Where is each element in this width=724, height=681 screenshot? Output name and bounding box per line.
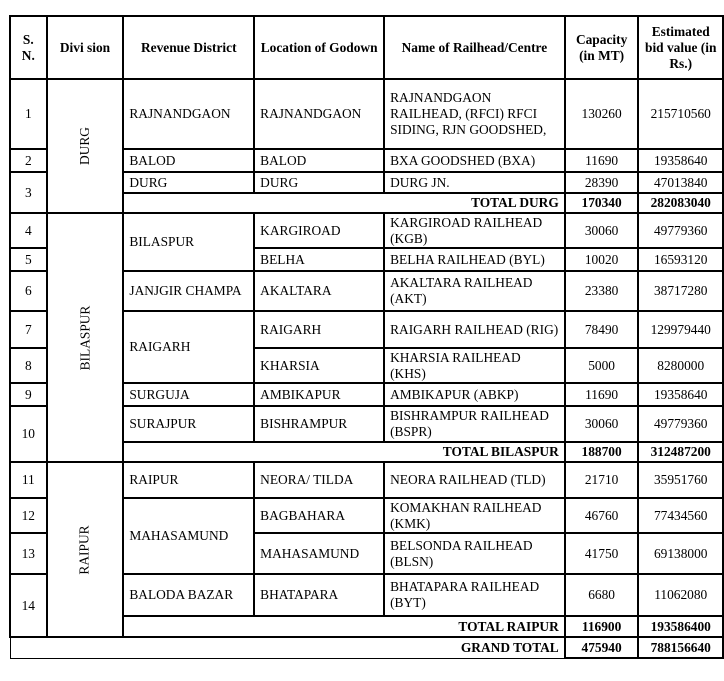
capacity-cell: 46760 xyxy=(565,498,639,533)
header-location: Location of Godown xyxy=(254,16,384,79)
header-bid-value: Estimated bid value (in Rs.) xyxy=(638,16,723,79)
location-cell: BAGBAHARA xyxy=(254,498,384,533)
railhead-cell: BISHRAMPUR RAILHEAD (BSPR) xyxy=(384,406,565,442)
district-cell: RAIPUR xyxy=(123,462,254,498)
sn-cell: 2 xyxy=(10,149,47,172)
total-capacity: 188700 xyxy=(565,442,639,462)
capacity-cell: 23380 xyxy=(565,271,639,311)
total-bid: 193586400 xyxy=(638,616,723,637)
capacity-cell: 130260 xyxy=(565,79,639,149)
location-cell: BELHA xyxy=(254,248,384,271)
district-cell: DURG xyxy=(123,172,254,193)
table-row xyxy=(10,79,723,149)
total-capacity: 170340 xyxy=(565,193,639,213)
capacity-cell: 30060 xyxy=(565,213,639,248)
railhead-cell: RAIGARH RAILHEAD (RIG) xyxy=(384,311,565,348)
district-cell: BALOD xyxy=(123,149,254,172)
bid-cell: 19358640 xyxy=(638,383,723,406)
division-cell-durg xyxy=(47,79,124,213)
district-cell: RAIGARH xyxy=(123,311,254,383)
sn-cell: 1 xyxy=(10,79,47,149)
division-cell-bilaspur xyxy=(47,213,124,462)
total-label: TOTAL DURG xyxy=(123,193,564,213)
district-cell: JANJGIR CHAMPA xyxy=(123,271,254,311)
sn-cell: 5 xyxy=(10,248,47,271)
district-cell: SURGUJA xyxy=(123,383,254,406)
sn-cell: 9 xyxy=(10,383,47,406)
bid-cell: 49779360 xyxy=(638,213,723,248)
total-capacity: 116900 xyxy=(565,616,639,637)
district-cell: BALODA BAZAR xyxy=(123,574,254,616)
division-name: DURG xyxy=(76,127,92,165)
table-row xyxy=(10,462,723,498)
header-capacity: Capacity (in MT) xyxy=(565,16,639,79)
sn-cell: 3 xyxy=(10,172,47,213)
district-cell: MAHASAMUND xyxy=(123,498,254,574)
header-row xyxy=(10,16,723,79)
sn-cell: 10 xyxy=(10,406,47,462)
bid-cell: 38717280 xyxy=(638,271,723,311)
header-revenue-district: Revenue District xyxy=(123,16,254,79)
bid-cell: 11062080 xyxy=(638,574,723,616)
location-cell: RAIGARH xyxy=(254,311,384,348)
grand-total-bid: 788156640 xyxy=(638,637,723,658)
railhead-cell: BELSONDA RAILHEAD (BLSN) xyxy=(384,533,565,574)
capacity-cell: 11690 xyxy=(565,383,639,406)
godown-table xyxy=(9,15,724,659)
capacity-cell: 28390 xyxy=(565,172,639,193)
location-cell: AKALTARA xyxy=(254,271,384,311)
railhead-cell: DURG JN. xyxy=(384,172,565,193)
bid-cell: 35951760 xyxy=(638,462,723,498)
total-label: TOTAL RAIPUR xyxy=(123,616,564,637)
bid-cell: 8280000 xyxy=(638,348,723,383)
header-sn: S. N. xyxy=(10,16,47,79)
table-row xyxy=(10,213,723,248)
division-name: RAIPUR xyxy=(76,524,92,575)
railhead-cell: BXA GOODSHED (BXA) xyxy=(384,149,565,172)
location-cell: DURG xyxy=(254,172,384,193)
district-cell: RAJNANDGAON xyxy=(123,79,254,149)
bid-cell: 77434560 xyxy=(638,498,723,533)
railhead-cell: BELHA RAILHEAD (BYL) xyxy=(384,248,565,271)
railhead-cell: AMBIKAPUR (ABKP) xyxy=(384,383,565,406)
district-cell: SURAJPUR xyxy=(123,406,254,442)
grand-total-row xyxy=(10,637,723,658)
capacity-cell: 10020 xyxy=(565,248,639,271)
sn-cell: 7 xyxy=(10,311,47,348)
sn-cell: 13 xyxy=(10,533,47,574)
railhead-cell: NEORA RAILHEAD (TLD) xyxy=(384,462,565,498)
location-cell: BHATAPARA xyxy=(254,574,384,616)
railhead-cell: RAJNANDGAON RAILHEAD, (RFCI) RFCI SIDING, RJN GOODSHED, xyxy=(384,79,565,149)
location-cell: MAHASAMUND xyxy=(254,533,384,574)
sn-cell: 14 xyxy=(10,574,47,637)
bid-cell: 19358640 xyxy=(638,149,723,172)
bid-cell: 129979440 xyxy=(638,311,723,348)
location-cell: RAJNANDGAON xyxy=(254,79,384,149)
location-cell: NEORA/ TILDA xyxy=(254,462,384,498)
capacity-cell: 78490 xyxy=(565,311,639,348)
sn-cell: 8 xyxy=(10,348,47,383)
capacity-cell: 11690 xyxy=(565,149,639,172)
bid-cell: 69138000 xyxy=(638,533,723,574)
bid-cell: 49779360 xyxy=(638,406,723,442)
location-cell: BISHRAMPUR xyxy=(254,406,384,442)
railhead-cell: BHATAPARA RAILHEAD (BYT) xyxy=(384,574,565,616)
header-railhead: Name of Railhead/Centre xyxy=(384,16,565,79)
sn-cell: 6 xyxy=(10,271,47,311)
grand-total-label: GRAND TOTAL xyxy=(10,637,565,658)
bid-cell: 47013840 xyxy=(638,172,723,193)
railhead-cell: AKALTARA RAILHEAD (AKT) xyxy=(384,271,565,311)
capacity-cell: 41750 xyxy=(565,533,639,574)
total-bid: 282083040 xyxy=(638,193,723,213)
bid-cell: 16593120 xyxy=(638,248,723,271)
location-cell: AMBIKAPUR xyxy=(254,383,384,406)
railhead-cell: KARGIROAD RAILHEAD (KGB) xyxy=(384,213,565,248)
location-cell: KARGIROAD xyxy=(254,213,384,248)
division-cell-raipur xyxy=(47,462,124,637)
division-name: BILASPUR xyxy=(76,305,92,370)
district-cell: BILASPUR xyxy=(123,213,254,271)
railhead-cell: KOMAKHAN RAILHEAD (KMK) xyxy=(384,498,565,533)
capacity-cell: 6680 xyxy=(565,574,639,616)
railhead-cell: KHARSIA RAILHEAD (KHS) xyxy=(384,348,565,383)
sn-cell: 12 xyxy=(10,498,47,533)
capacity-cell: 30060 xyxy=(565,406,639,442)
grand-total-capacity: 475940 xyxy=(565,637,639,658)
header-division: Divi sion xyxy=(47,16,124,79)
total-label: TOTAL BILASPUR xyxy=(123,442,564,462)
location-cell: KHARSIA xyxy=(254,348,384,383)
location-cell: BALOD xyxy=(254,149,384,172)
bid-cell: 215710560 xyxy=(638,79,723,149)
sn-cell: 11 xyxy=(10,462,47,498)
capacity-cell: 5000 xyxy=(565,348,639,383)
capacity-cell: 21710 xyxy=(565,462,639,498)
total-bid: 312487200 xyxy=(638,442,723,462)
sn-cell: 4 xyxy=(10,213,47,248)
